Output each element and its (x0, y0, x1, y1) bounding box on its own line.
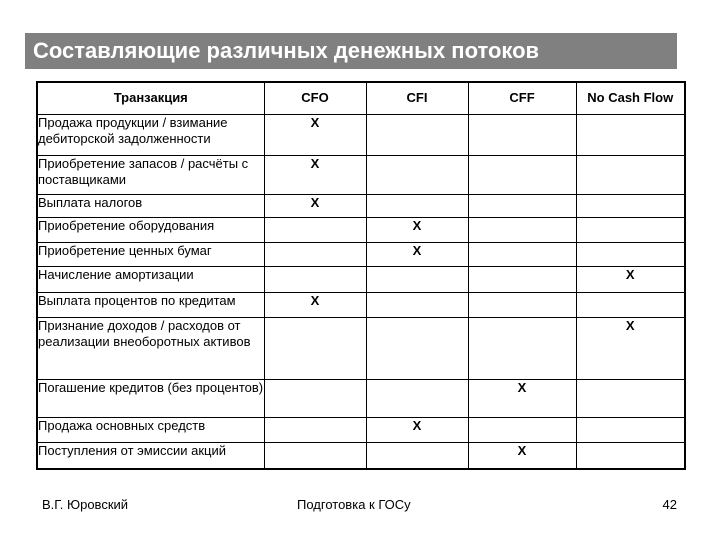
cell-cff: X (468, 380, 576, 418)
cell-ncf (576, 418, 685, 443)
cell-ncf (576, 156, 685, 195)
cell-cfi (366, 443, 468, 469)
cell-cfo (264, 443, 366, 469)
footer-subtitle: Подготовка к ГОСу (297, 497, 411, 512)
table-row (37, 418, 685, 443)
cell-cfo (264, 380, 366, 418)
cash-flow-table (36, 81, 686, 470)
cell-cfi (366, 380, 468, 418)
table-row (37, 267, 685, 293)
cell-cff (468, 156, 576, 195)
cell-cfi (366, 318, 468, 380)
cell-cff (468, 418, 576, 443)
table-row (37, 156, 685, 195)
header-cff: CFF (468, 82, 576, 115)
cell-ncf (576, 443, 685, 469)
transaction-label: Выплата процентов по кредитам (37, 293, 264, 318)
cell-ncf (576, 218, 685, 243)
transaction-label: Продажа основных средств (37, 418, 264, 443)
slide-title: Составляющие различных денежных потоков (25, 33, 677, 69)
cell-cfo: X (264, 156, 366, 195)
cell-cff (468, 218, 576, 243)
table-row (37, 443, 685, 469)
transaction-label: Погашение кредитов (без процентов) (37, 380, 264, 418)
cell-cfi: X (366, 418, 468, 443)
transaction-label: Признание доходов / расходов от реализации внеоборотных активов (37, 318, 264, 380)
cell-cfo (264, 243, 366, 267)
cell-cfi (366, 115, 468, 156)
cell-cfo: X (264, 195, 366, 218)
cell-cfo (264, 318, 366, 380)
transaction-label: Приобретение оборудования (37, 218, 264, 243)
cell-cfi: X (366, 218, 468, 243)
cell-cfi: X (366, 243, 468, 267)
cell-cff (468, 318, 576, 380)
cell-ncf (576, 380, 685, 418)
cell-cfo (264, 218, 366, 243)
header-transaction: Транзакция (37, 82, 264, 115)
cell-cff: X (468, 443, 576, 469)
table-row (37, 218, 685, 243)
cell-cfo (264, 267, 366, 293)
cell-cff (468, 243, 576, 267)
cell-cff (468, 267, 576, 293)
header-no-cash-flow: No Cash Flow (576, 82, 685, 115)
transaction-label: Продажа продукции / взимание дебиторской задолженности (37, 115, 264, 156)
cell-cfo: X (264, 115, 366, 156)
table-header-row (37, 82, 685, 115)
table-row (37, 293, 685, 318)
cell-ncf (576, 293, 685, 318)
transaction-label: Поступления от эмиссии акций (37, 443, 264, 469)
cell-cfo: X (264, 293, 366, 318)
table-row (37, 195, 685, 218)
cell-cfi (366, 156, 468, 195)
header-cfo: CFO (264, 82, 366, 115)
transaction-label: Приобретение запасов / расчёты с поставщиками (37, 156, 264, 195)
table-row (37, 115, 685, 156)
table-row (37, 380, 685, 418)
transaction-label: Выплата налогов (37, 195, 264, 218)
transaction-label: Приобретение ценных бумаг (37, 243, 264, 267)
cell-cfo (264, 418, 366, 443)
transaction-label: Начисление амортизации (37, 267, 264, 293)
cell-cfi (366, 267, 468, 293)
header-cfi: CFI (366, 82, 468, 115)
cell-cff (468, 195, 576, 218)
cell-cff (468, 293, 576, 318)
table-row (37, 243, 685, 267)
footer-author: В.Г. Юровский (42, 497, 129, 512)
cell-ncf (576, 195, 685, 218)
table-row (37, 318, 685, 380)
cell-ncf (576, 243, 685, 267)
cell-cff (468, 115, 576, 156)
cell-ncf: X (576, 318, 685, 380)
cell-cfi (366, 195, 468, 218)
cell-ncf: X (576, 267, 685, 293)
cell-ncf (576, 115, 685, 156)
cell-cfi (366, 293, 468, 318)
page-number: 42 (662, 497, 677, 512)
